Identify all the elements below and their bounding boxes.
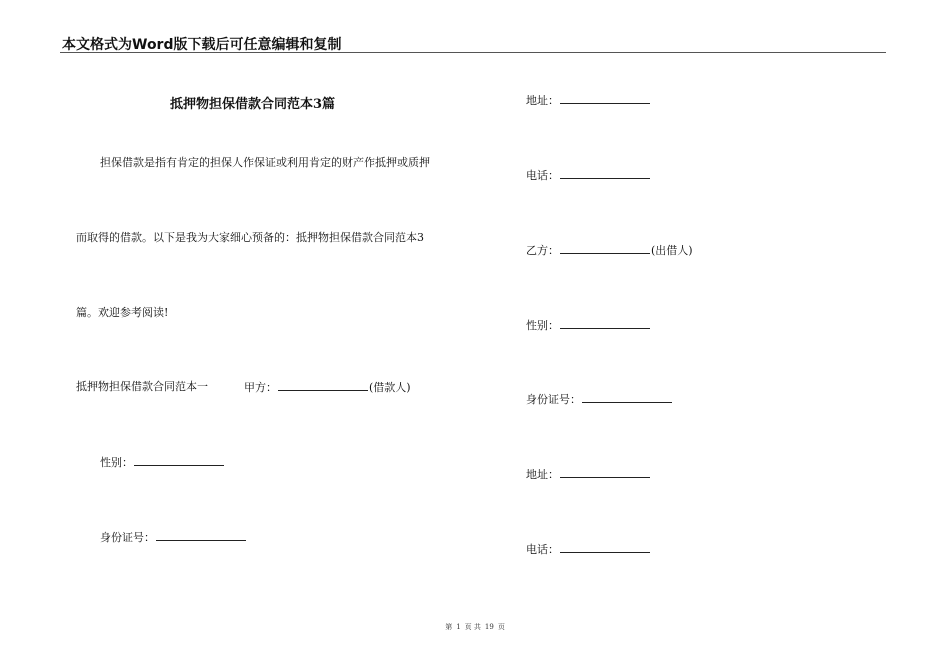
intro-line-2: 而取得的借款。以下是我为大家细心预备的：抵押物担保借款合同范本3 [76,231,424,244]
gender-b-blank [560,318,650,329]
id-number-b-field [526,392,673,407]
id-number-b-blank [582,392,672,403]
party-a-blank [278,380,368,391]
party-a-label: 甲方： [244,381,277,394]
page-total: 19 [484,623,494,631]
gender-b-label: 性别： [526,319,559,332]
party-b-role: (出借人) [651,244,693,257]
gender-field [100,455,225,470]
intro-line-1: 担保借款是指有肯定的担保人作保证或利用肯定的财产作抵押或质押 [100,156,430,169]
address-a-field [526,93,651,108]
page-current: 1 [456,623,461,631]
gender-b-field [526,318,651,333]
address-b-blank [560,467,650,478]
address-a-label: 地址： [526,94,559,107]
section-title: 抵押物担保借款合同范本一 [76,380,208,393]
document-title: 抵押物担保借款合同范本3篇 [170,97,336,112]
phone-b-field [526,542,651,557]
header-divider [60,52,886,53]
id-number-label: 身份证号： [100,531,155,544]
id-number-b-label: 身份证号： [526,393,581,406]
phone-a-blank [560,168,650,179]
party-b-field [526,243,693,258]
party-a-field [244,380,411,395]
page-footer [0,622,950,632]
page-mid: 页 共 [464,623,481,631]
address-b-field [526,467,651,482]
document-header-title: 本文格式为Word版下载后可任意编辑和复制 [62,37,342,53]
address-a-blank [560,93,650,104]
id-number-field [100,530,247,545]
party-b-blank [560,243,650,254]
page-suffix: 页 [497,623,505,631]
id-number-blank [156,530,246,541]
page-prefix: 第 [445,623,453,631]
phone-a-field [526,168,651,183]
gender-label: 性别： [100,456,133,469]
party-a-role: (借款人) [369,381,411,394]
phone-b-blank [560,542,650,553]
phone-a-label: 电话： [526,169,559,182]
gender-blank [134,455,224,466]
address-b-label: 地址： [526,468,559,481]
phone-b-label: 电话： [526,543,559,556]
intro-line-3: 篇。欢迎参考阅读! [76,306,169,319]
party-b-label: 乙方： [526,244,559,257]
